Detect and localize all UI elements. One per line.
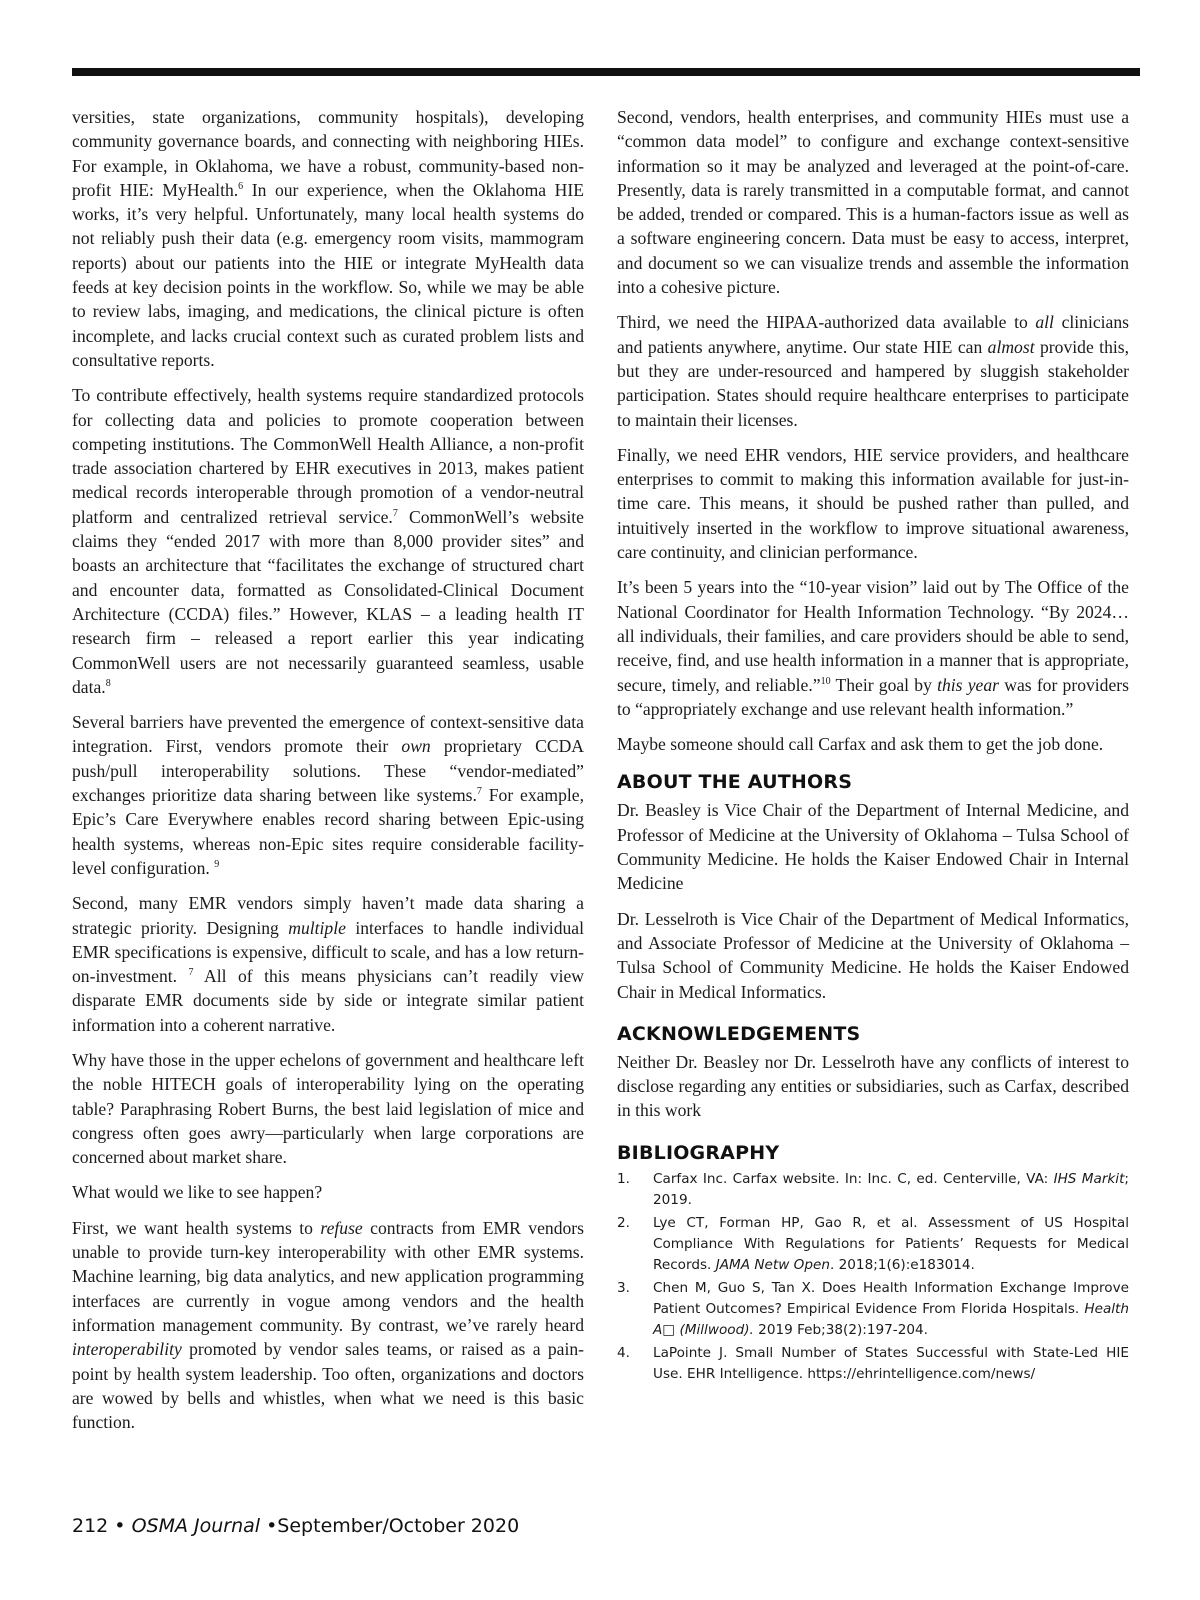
paragraph: Second, many EMR vendors simply haven’t made data sharing a strategic priority. Designing multiple interfaces to handle individual EMR specifications is expensive, difficult to scale, and has a low return-on-investment. $^7$ All of this means physicians can’t readily view disparate EMR documents side by side or integrate similar patient information into a coherent narrative. <box>72 893 585 1035</box>
page-number: 212 • <box>72 1515 132 1537</box>
paragraph: versities, state organizations, community hospitals), developing community governance boards, and connecting with neighboring HIEs. For example, in Oklahoma, we have a robust, community-based non-profit HIE: MyHealth.$^6$ In our experience, when the Oklahoma HIE works, it’s very helpful. Unfortunately, many local health systems do not reliably push their data (e.g. emergency room visits, mammogram reports) about our patients into the HIE or integrate MyHealth data feeds at key decision points in the workflow. So, while we may be able to review labs, imaging, and medications, the clinical picture is often incomplete, and lacks crucial context such as curated problem lists and consultative reports. <box>72 107 584 370</box>
about-heading: ABOUT THE AUTHORS <box>617 771 853 794</box>
paragraph: Maybe someone should call Carfax and ask them to get the job done. <box>617 734 1104 755</box>
paragraph: Several barriers have prevented the emergence of context-sensitive data integration. First, vendors promote their own proprietary CCDA push/pull interoperability solutions. These “vendor-mediated” exchanges prioritize data sharing between like systems.$^7$ For example, Epic’s Care Everywhere enables record sharing between Epic-using health systems, whereas non-Epic sites require considerable facility-level configuration. $^9$ <box>72 712 585 878</box>
paragraph: Second, vendors, health enterprises, and community HIEs must use a “common data model” to configure and exchange context-sensitive information so it may be analyzed and leveraged at the point-of-care. Presently, data is rarely transmitted in a computable format, and cannot be added, trended or compared. This is a human-factors issue as well as a software engineering concern. Data must be easy to access, interpret, and document so we can visualize trends and assemble the information into a cohesive picture. <box>617 107 1129 298</box>
paragraph: Neither Dr. Beasley nor Dr. Lesselroth have any conflicts of interest to disclose regarding any entities or subsidiaries, such as Carfax, described in this work <box>617 1051 1129 1121</box>
bibliography-list <box>617 1169 1129 1385</box>
paragraph: Dr. Lesselroth is Vice Chair of the Department of Medical Informatics, and Associate Professor of Medicine at the University of Oklahoma – Tulsa School of Community Medicine. He holds the Kaiser Endowed Chair in Medical Informatics. <box>617 908 1129 1002</box>
paragraph: It’s been 5 years into the “10-year vision” laid out by The Office of the National Coordinator for Health Information Technology. “By 2024…all individuals, their families, and care providers should be able to send, receive, find, and use health information in a manner that is appropriate, secure, timely, and reliable.”$^{10}$ Their goal by this year was for providers to “appropriately exchange and use relevant health information.” <box>617 577 1129 719</box>
left-column <box>72 105 584 1445</box>
paragraph: Finally, we need EHR vendors, HIE service providers, and healthcare enterprises to commit to making this information available for just-in-time care. This means, it should be pushed rather than pulled, and intuitively inserted in the workflow to improve situational awareness, care continuity, and clinician performance. <box>617 444 1129 563</box>
list-item: 4. LaPointe J. Small Number of States Successful with State-Led HIE Use. EHR Intelligence. https://ehrintelligence.com/news/ <box>617 1344 1129 1382</box>
paragraph: Why have those in the upper echelons of government and healthcare left the noble HITECH goals of interoperability lying on the operating table? Paraphrasing Robert Burns, the best laid legislation of mice and congress often goes awry—particularly when large corporations are concerned about market share. <box>72 1049 584 1168</box>
paragraph: First, we want health systems to refuse contracts from EMR vendors unable to provide turn-key interoperability with other EMR systems. Machine learning, big data analytics, and new application programming interfaces are currently in vogue among vendors and the health information management community. By contrast, we’ve rarely heard interoperability promoted by vendor sales teams, or raised as a pain-point by health system leadership. Too often, organizations and doctors are wowed by bells and whistles, when what we need is this basic function. <box>72 1217 585 1433</box>
top-rule <box>72 68 1140 76</box>
bibliography-heading: BIBLIOGRAPHY <box>617 1141 780 1164</box>
paragraph: Third, we need the HIPAA-authorized data available to all clinicians and patients anywhere, anytime. Our state HIE can almost provide this, but they are under-resourced and hampered by sluggish stakeholder participation. States should require healthcare enterprises to participate to maintain their licenses. <box>617 312 1129 430</box>
journal-name: OSMA Journal <box>131 1515 261 1537</box>
page-footer <box>72 1515 519 1537</box>
paragraph: To contribute effectively, health systems require standardized protocols for collecting data and policies to promote cooperation between competing institutions. The CommonWell Health Alliance, a non-profit trade association chartered by EHR executives in 2013, makes patient medical records interoperable through promotion of a vendor-neutral platform and centralized retrieval service.$^7$ CommonWell’s website claims they “ended 2017 with more than 8,000 provider sites” and boasts an architecture that “facilitates the exchange of structured chart and encounter data, formatted as Consolidated-Clinical Document Architecture (CCDA) files.” However, KLAS – a leading health IT research firm – released a report earlier this year indicating CommonWell users are not necessarily guaranteed seamless, usable data.$^8$ <box>72 385 584 697</box>
issue-date: •September/October 2020 <box>260 1515 520 1537</box>
list-item: 3. Chen M, Guo S, Tan X. Does Health Information Exchange Improve Patient Outcomes? Empirical Evidence From Florida Hospitals. Health A□ (Millwood). 2019 Feb;38(2):197-204. <box>617 1279 1129 1338</box>
list-item: 1. Carfax Inc. Carfax website. In: Inc. C, ed. Centerville, VA: IHS Markit; 2019. <box>617 1170 1129 1208</box>
paragraph: What would we like to see happen? <box>72 1182 323 1203</box>
acknowledgements-heading: ACKNOWLEDGEMENTS <box>617 1022 861 1045</box>
paragraph: Dr. Beasley is Vice Chair of the Department of Internal Medicine, and Professor of Medicine at the University of Oklahoma – Tulsa School of Community Medicine. He holds the Kaiser Endowed Chair in Internal Medicine <box>617 800 1129 894</box>
list-item: 2. Lye CT, Forman HP, Gao R, et al. Assessment of US Hospital Compliance With Regulations for Patients’ Requests for Medical Records. JAMA Netw Open. 2018;1(6):e183014. <box>617 1214 1129 1273</box>
right-column <box>617 105 1129 1387</box>
